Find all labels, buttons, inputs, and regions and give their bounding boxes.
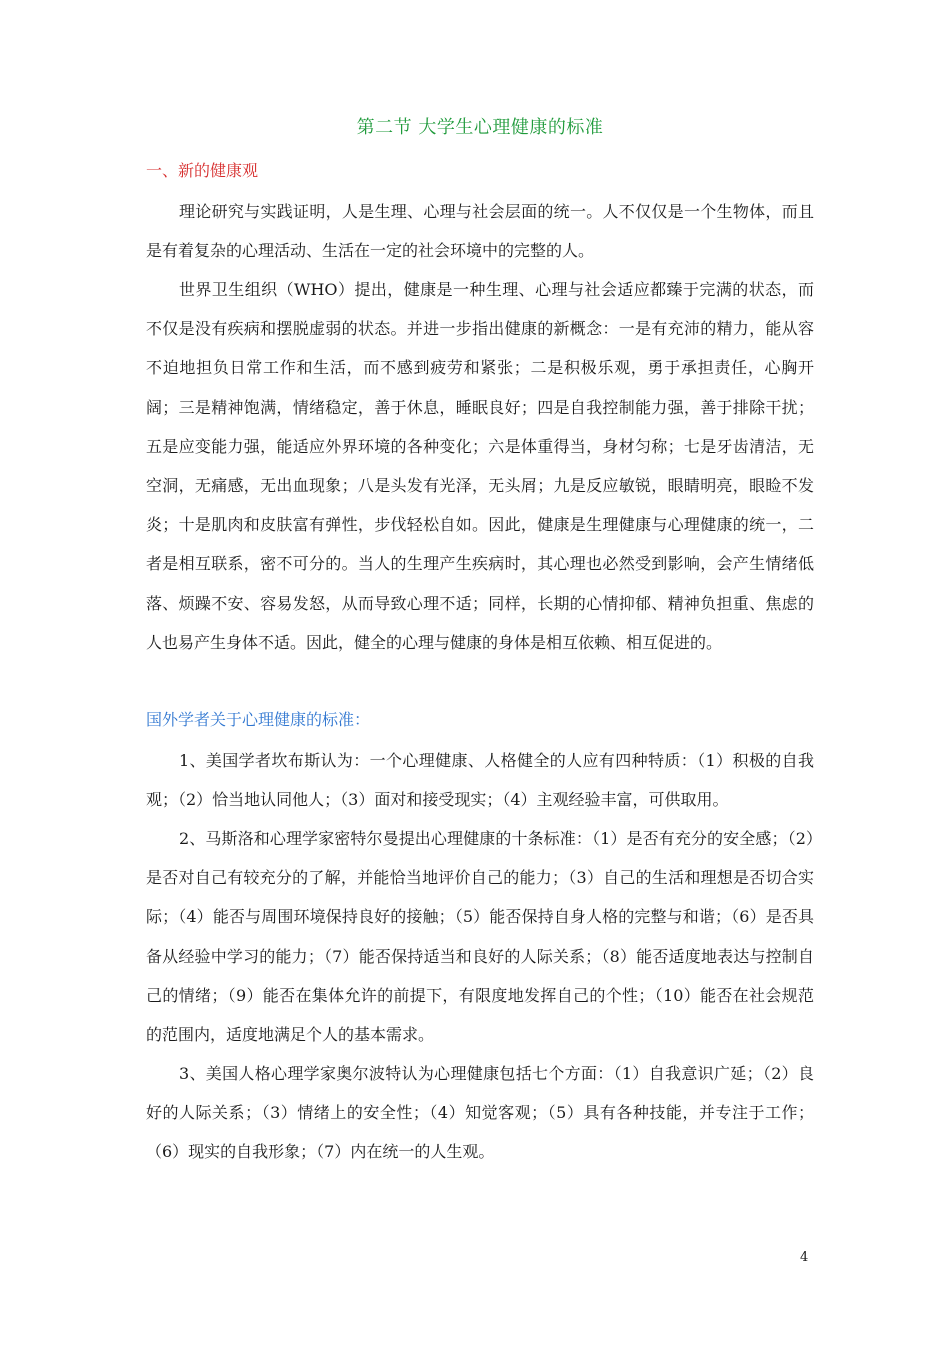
paragraph-intro: 理论研究与实践证明，人是生理、心理与社会层面的统一。人不仅仅是一个生物体，而且是有着复杂的心理活动、生活在一定的社会环境中的完整的人。 bbox=[146, 202, 814, 261]
paragraph-combs-standard: 1、美国学者坎布斯认为：一个心理健康、人格健全的人应有四种特质：（1）积极的自我观；（2）恰当地认同他人；（3）面对和接受现实；（4）主观经验丰富，可供取用。 bbox=[146, 751, 814, 810]
heading-foreign-standards: 国外学者关于心理健康的标准： bbox=[146, 710, 371, 729]
paragraph-maslow-standard: 2、马斯洛和心理学家密特尔曼提出心理健康的十条标准：（1）是否有充分的安全感；（2）是否对自己有较充分的了解，并能恰当地评价自己的能力；（3）自己的生活和理想是否切合实际；（4）能否与周围环境保持良好的接触；（5）能否保持自身人格的完整与和谐；（6）是否具备从经验中学习的能力；（7）能否保持适当和良好的人际关系；（8）能否适度地表达与控制自己的情绪；（9）能否在集体允许的前提下，有限度地发挥自己的个性；（10）能否在社会规范的范围内，适度地满足个人的基本需求。 bbox=[146, 829, 814, 1045]
page-number: 4 bbox=[800, 1250, 809, 1265]
section-title: 第二节 大学生心理健康的标准 bbox=[356, 117, 604, 138]
heading-new-health-view: 一、新的健康观 bbox=[146, 161, 259, 180]
paragraph-who-definition: 世界卫生组织（WHO）提出，健康是一种生理、心理与社会适应都臻于完满的状态，而不仅是没有疾病和摆脱虚弱的状态。并进一步指出健康的新概念：一是有充沛的精力，能从容不迫地担负日常工作和生活，而不感到疲劳和紧张；二是积极乐观，勇于承担责任，心胸开阔；三是精神饱满，情绪稳定，善于休息，睡眠良好；四是自我控制能力强，善于排除干扰；五是应变能力强，能适应外界环境的各种变化；六是体重得当，身材匀称；七是牙齿清洁，无空洞，无痛感，无出血现象；八是头发有光泽，无头屑；九是反应敏锐，眼睛明亮，眼睑不发炎；十是肌肉和皮肤富有弹性，步伐轻松自如。因此，健康是生理健康与心理健康的统一，二者是相互联系，密不可分的。当人的生理产生疾病时，其心理也必然受到影响，会产生情绪低落、烦躁不安、容易发怒，从而导致心理不适；同样，长期的心情抑郁、精神负担重、焦虑的人也易产生身体不适。因此，健全的心理与健康的身体是相互依赖、相互促进的。 bbox=[146, 280, 814, 652]
paragraph-allport-standard: 3、美国人格心理学家奥尔波特认为心理健康包括七个方面：（1）自我意识广延；（2）良好的人际关系；（3）情绪上的安全性；（4）知觉客观；（5）具有各种技能，并专注于工作；（6）现实的自我形象；（7）内在统一的人生观。 bbox=[146, 1064, 814, 1162]
